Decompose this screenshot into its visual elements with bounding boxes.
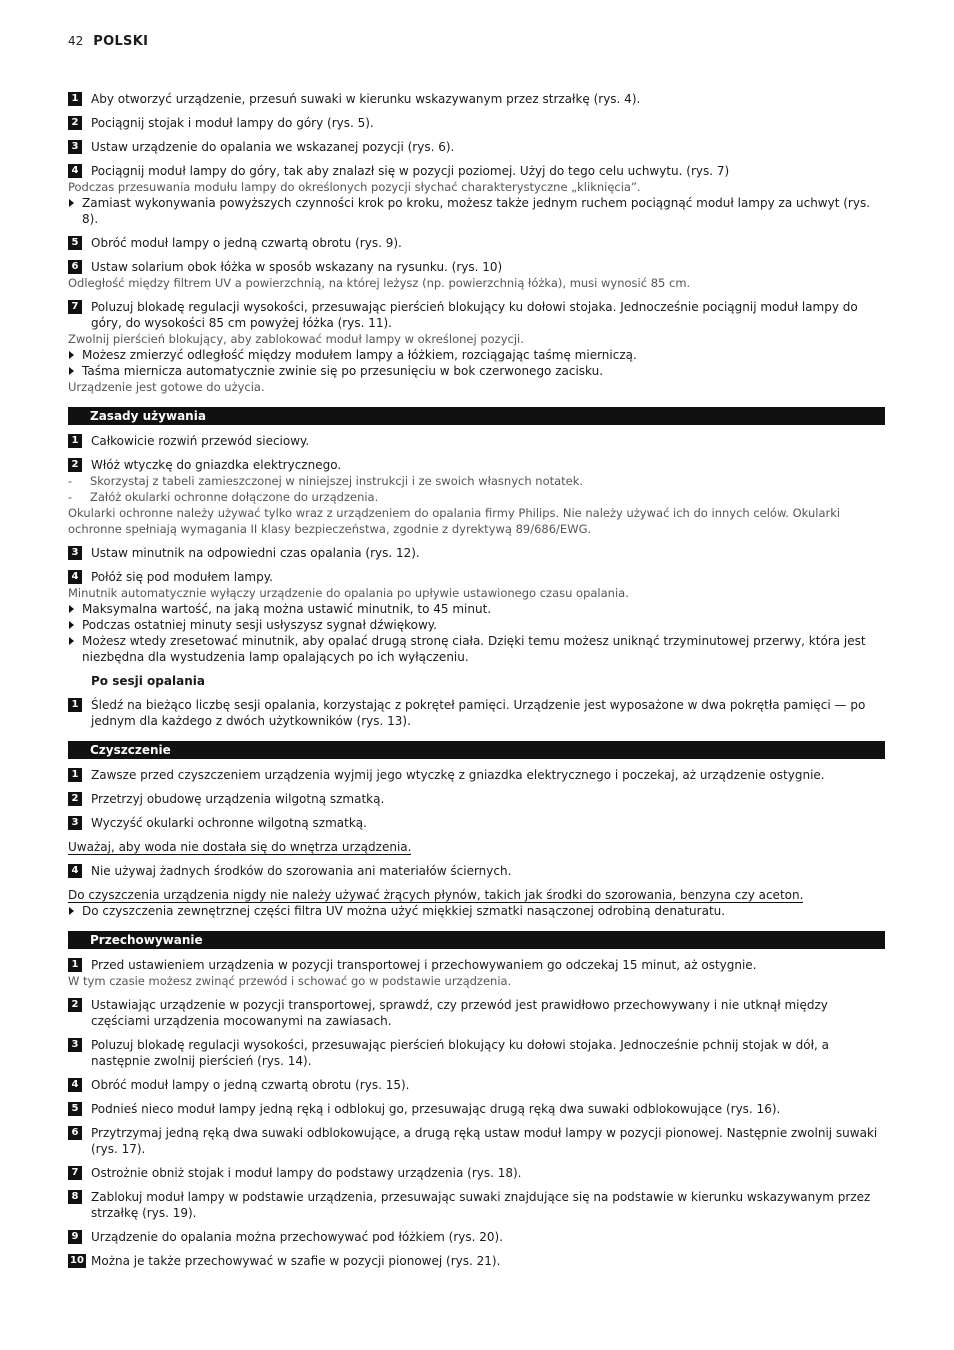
instruction-step [68, 697, 885, 729]
bullet-item: Zamiast wykonywania powyższych czynności krok po kroku, możesz także jednym ruchem pociągnąć moduł lampy za uchwyt (rys. 8). [68, 195, 885, 227]
step-text: Przytrzymaj jedną ręką dwa suwaki odblokowujące, a drugą ręką ustaw moduł lampy w pozycji pionowej. Następnie zwolnij suwaki (rys. 17). [91, 1126, 878, 1156]
step-number-badge: 5 [68, 1102, 82, 1116]
instruction-step [68, 163, 885, 179]
note-text: Minutnik automatycznie wyłączy urządzenie do opalania po upływie ustawionego czasu opalania. [68, 586, 629, 600]
step-text: Obróć moduł lampy o jedną czwartą obrotu (rys. 9). [91, 236, 402, 250]
step-number-badge: 2 [68, 998, 82, 1012]
step-number-badge: 1 [68, 958, 82, 972]
step-number-badge: 1 [68, 698, 82, 712]
step-text: Zablokuj moduł lampy w podstawie urządzenia, przesuwając suwaki znajdujące się na podstawie w kierunku wskazywanym przez strzałkę (rys. 19). [91, 1190, 871, 1220]
step-text: Ustaw solarium obok łóżka w sposób wskazany na rysunku. (rys. 10) [91, 260, 503, 274]
step-number-badge: 1 [68, 92, 82, 106]
instruction-step [68, 1101, 885, 1117]
page-header [68, 34, 148, 52]
step-text: Wyczyść okularki ochronne wilgotną szmatką. [91, 816, 367, 830]
step-number-badge: 3 [68, 140, 82, 154]
instruction-step [68, 997, 885, 1029]
step-text: Poluzuj blokadę regulacji wysokości, przesuwając pierścień blokujący ku dołowi stojaka. Jednocześnie pociągnij moduł lampy do góry, do wysokości 85 cm powyżej łóżka (rys. 11). [91, 300, 858, 330]
step-number-badge: 7 [68, 1166, 82, 1180]
step-number-badge: 10 [70, 1255, 84, 1266]
step-number-badge: 2 [68, 792, 82, 806]
warning-text [68, 839, 885, 855]
step-number-badge: 5 [68, 236, 82, 250]
step-text: Połóż się pod modułem lampy. [91, 570, 273, 584]
step-text: Ostrożnie obniż stojak i moduł lampy do podstawy urządzenia (rys. 18). [91, 1166, 522, 1180]
instruction-step [68, 863, 885, 879]
step-text: Aby otworzyć urządzenie, przesuń suwaki w kierunku wskazywanym przez strzałkę (rys. 4). [91, 92, 641, 106]
section-heading: Czyszczenie [68, 741, 885, 759]
step-number-badge: 2 [68, 116, 82, 130]
step-number-badge: 1 [68, 434, 82, 448]
instruction-step [68, 1037, 885, 1069]
step-number-badge: 9 [68, 1230, 82, 1244]
step-number-badge: 1 [68, 768, 82, 782]
step-text: Ustaw urządzenie do opalania we wskazanej pozycji (rys. 6). [91, 140, 455, 154]
instruction-step [68, 299, 885, 331]
instruction-step [68, 259, 885, 275]
step-number-badge: 3 [68, 816, 82, 830]
step-number-badge: 7 [68, 300, 82, 314]
step-text: Można je także przechowywać w szafie w pozycji pionowej (rys. 21). [91, 1254, 501, 1268]
bullet-item: Podczas ostatniej minuty sesji usłyszysz sygnał dźwiękowy. [68, 617, 885, 633]
step-text: Zawsze przed czyszczeniem urządzenia wyjmij jego wtyczkę z gniazdka elektrycznego i poczekaj, aż urządzenie ostygnie. [91, 768, 825, 782]
instruction-step [68, 1165, 885, 1181]
bullet-item: Możesz zmierzyć odległość między modułem lampy a łóżkiem, rozciągając taśmę mierniczą. [68, 347, 885, 363]
instruction-step [68, 115, 885, 131]
section-heading: Przechowywanie [68, 931, 885, 949]
step-text: Podnieś nieco moduł lampy jedną ręką i odblokuj go, przesuwając drugą ręką dwa suwaki odblokowujące (rys. 16). [91, 1102, 781, 1116]
note-text: Zwolnij pierścień blokujący, aby zablokować moduł lampy w określonej pozycji. [68, 332, 524, 346]
bullet-item: Maksymalna wartość, na jaką można ustawić minutnik, to 45 minut. [68, 601, 885, 617]
step-text: Całkowicie rozwiń przewód sieciowy. [91, 434, 310, 448]
step-number-badge: 8 [68, 1190, 82, 1204]
step-text: Ustawiając urządzenie w pozycji transportowej, sprawdź, czy przewód jest prawidłowo przechowywany i nie utknął między częściami urządzenia mocowanymi na zawiasach. [91, 998, 828, 1028]
note-text: W tym czasie możesz zwinąć przewód i schować go w podstawie urządzenia. [68, 974, 512, 988]
warning-underlined-text: Uważaj, aby woda nie dostała się do wnętrza urządzenia. [68, 840, 412, 854]
step-number-badge: 3 [68, 546, 82, 560]
manual-content [68, 91, 885, 1269]
bullet-item: Możesz wtedy zresetować minutnik, aby opalać drugą stronę ciała. Dzięki temu możesz uniknąć trzyminutowej przerwy, która jest niezbędna dla wystudzenia lamp opalających po ich wyłączeniu. [68, 633, 885, 665]
section-heading: Zasady używania [68, 407, 885, 425]
step-text: Śledź na bieżąco liczbę sesji opalania, korzystając z pokręteł pamięci. Urządzenie jest wyposażone w dwa pokrętła pamięci — po jednym dla każdego z dwóch użytkowników (rys. 13). [91, 698, 866, 728]
instruction-step [68, 139, 885, 155]
subheading: Po sesji opalania [91, 674, 205, 688]
note-text: Okularki ochronne należy używać tylko wraz z urządzeniem do opalania firmy Philips. Nie należy używać ich do innych celów. Okularki ochronne spełniają wymagania II klasy bezpieczeństwa, zgodnie z dyrektywą 89/686/EWG. [68, 506, 841, 536]
step-number-badge: 4 [68, 570, 82, 584]
instruction-step [68, 569, 885, 585]
dash-item: - Załóż okularki ochronne dołączone do urządzenia. [68, 489, 885, 505]
step-number-badge: 4 [68, 164, 82, 178]
instruction-step [68, 457, 885, 473]
step-number-badge: 3 [68, 1038, 82, 1052]
instruction-step [68, 433, 885, 449]
page-number: 42 [68, 34, 84, 48]
step-text: Obróć moduł lampy o jedną czwartą obrotu (rys. 15). [91, 1078, 410, 1092]
step-number-badge: 4 [68, 864, 82, 878]
instruction-step [68, 91, 885, 107]
dash-item: - Skorzystaj z tabeli zamieszczonej w niniejszej instrukcji i ze swoich własnych notatek. [68, 473, 885, 489]
instruction-step [68, 791, 885, 807]
note-text: Odległość między filtrem UV a powierzchnią, na której leżysz (np. powierzchnią łóżka), musi wynosić 85 cm. [68, 276, 691, 290]
instruction-step [68, 815, 885, 831]
step-text: Pociągnij stojak i moduł lampy do góry (rys. 5). [91, 116, 374, 130]
instruction-step [68, 545, 885, 561]
instruction-step [68, 957, 885, 973]
step-text: Urządzenie do opalania można przechowywać pod łóżkiem (rys. 20). [91, 1230, 504, 1244]
step-text: Pociągnij moduł lampy do góry, tak aby znalazł się w pozycji poziomej. Użyj do tego celu uchwytu. (rys. 7) [91, 164, 730, 178]
bullet-item: Do czyszczenia zewnętrznej części filtra UV można użyć miękkiej szmatki nasączonej odrobiną denaturatu. [68, 903, 885, 919]
warning-text [68, 887, 885, 903]
step-number-badge: 4 [68, 1078, 82, 1092]
step-text: Ustaw minutnik na odpowiedni czas opalania (rys. 12). [91, 546, 420, 560]
bullet-item: Taśma miernicza automatycznie zwinie się po przesunięciu w bok czerwonego zacisku. [68, 363, 885, 379]
step-text: Nie używaj żadnych środków do szorowania ani materiałów ściernych. [91, 864, 512, 878]
note-text: Podczas przesuwania modułu lampy do określonych pozycji słychać charakterystyczne „kliknięcia”. [68, 180, 641, 194]
instruction-step [68, 1189, 885, 1221]
instruction-step [68, 767, 885, 783]
step-number-badge: 6 [68, 1126, 82, 1140]
step-text: Poluzuj blokadę regulacji wysokości, przesuwając pierścień blokujący ku dołowi stojaka. Jednocześnie pchnij stojak w dół, a następnie zwolnij pierścień (rys. 14). [91, 1038, 830, 1068]
step-text: Przed ustawieniem urządzenia w pozycji transportowej i przechowywaniem go odczekaj 15 minut, aż ostygnie. [91, 958, 757, 972]
instruction-step [68, 1253, 885, 1269]
instruction-step [68, 1229, 885, 1245]
step-number-badge: 2 [68, 458, 82, 472]
step-number-badge: 6 [68, 260, 82, 274]
instruction-step [68, 1125, 885, 1157]
language-label: POLSKI [93, 34, 149, 49]
instruction-step [68, 1077, 885, 1093]
step-text: Przetrzyj obudowę urządzenia wilgotną szmatką. [91, 792, 385, 806]
instruction-step [68, 235, 885, 251]
note-text: Urządzenie jest gotowe do użycia. [68, 380, 265, 394]
step-text: Włóż wtyczkę do gniazdka elektrycznego. [91, 458, 342, 472]
warning-underlined-text: Do czyszczenia urządzenia nigdy nie należy używać żrących płynów, takich jak środki do szorowania, benzyna czy aceton. [68, 888, 804, 902]
